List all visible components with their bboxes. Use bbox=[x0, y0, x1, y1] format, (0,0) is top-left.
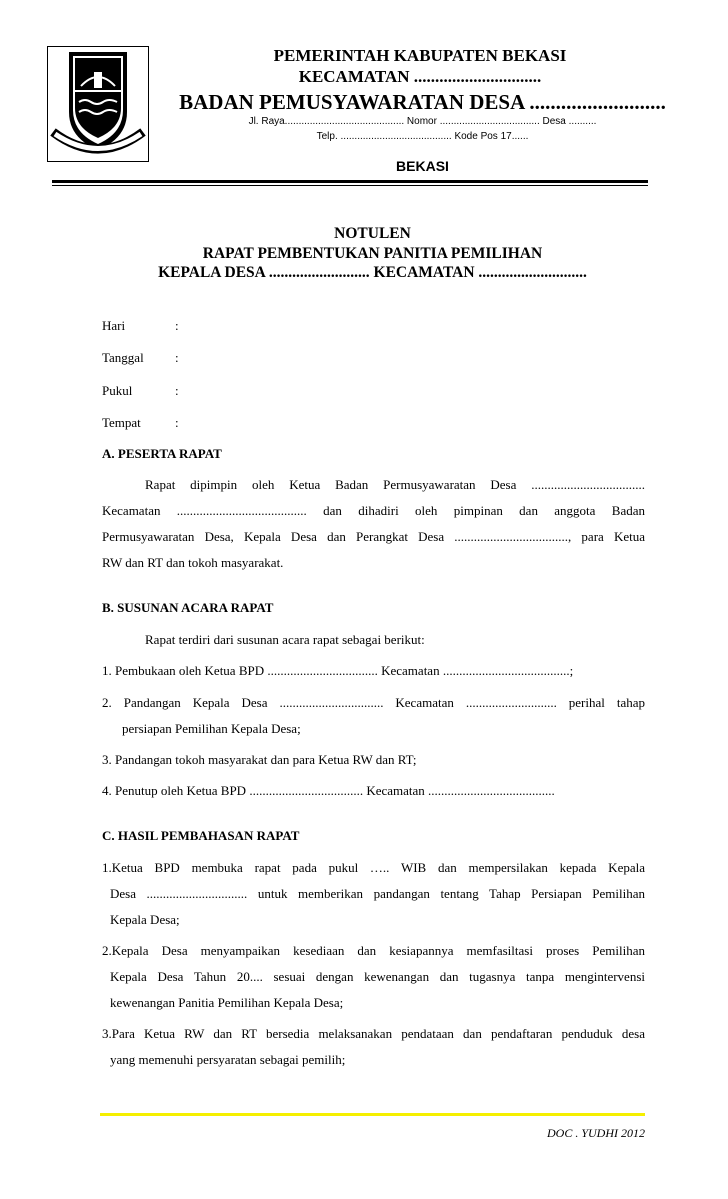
field-label-tempat: Tempat bbox=[102, 415, 141, 430]
section-a-heading: A. PESERTA RAPAT bbox=[102, 446, 222, 461]
header-divider-thin bbox=[52, 185, 648, 186]
section-a-line: Permusyawaratan Desa, Kepala Desa dan Perangkat Desa ..................................., para Ketua bbox=[102, 529, 645, 544]
doc-subtitle-1: RAPAT PEMBENTUKAN PANITIA PEMILIHAN bbox=[202, 245, 543, 262]
header-city: BEKASI bbox=[396, 158, 449, 174]
result-line: yang memenuhi persyaratan sebagai pemilih; bbox=[110, 1052, 346, 1067]
regency-logo-icon bbox=[47, 46, 149, 162]
field-colon: : bbox=[175, 383, 179, 398]
header-line-1: PEMERINTAH KABUPATEN BEKASI bbox=[273, 46, 567, 65]
section-b-intro: Rapat terdiri dari susunan acara rapat sebagai berikut: bbox=[145, 632, 425, 647]
doc-subtitle-2: KEPALA DESA .......................... KECAMATAN ............................ bbox=[158, 264, 587, 281]
field-label-hari: Hari bbox=[102, 318, 126, 333]
section-a-line: Rapat dipimpin oleh Ketua Badan Permusyawaratan Desa ................................... bbox=[145, 477, 645, 492]
section-c-heading: C. HASIL PEMBAHASAN RAPAT bbox=[102, 828, 300, 843]
footer-divider bbox=[100, 1113, 645, 1116]
result-line: kewenangan Panitia Pemilihan Kepala Desa; bbox=[110, 995, 344, 1010]
section-b-heading: B. SUSUNAN ACARA RAPAT bbox=[102, 600, 274, 615]
result-line: Kepala Desa Tahun 20.... sesuai dengan kewenangan dan tugasnya tanpa mengintervensi bbox=[110, 969, 645, 984]
field-colon: : bbox=[175, 318, 179, 333]
agenda-item: 1. Pembukaan oleh Ketua BPD .................................. Kecamatan .......................................; bbox=[102, 663, 574, 678]
doc-title: NOTULEN bbox=[334, 225, 411, 242]
header-address-1: Jl. Raya........................................... Nomor .................................... Desa .......... bbox=[248, 116, 597, 127]
result-line: 3.Para Ketua RW dan RT bersedia melaksanakan pendataan dan pendaftaran penduduk desa bbox=[102, 1026, 645, 1041]
field-label-tanggal: Tanggal bbox=[102, 350, 144, 365]
agenda-item: 2. Pandangan Kepala Desa ................................ Kecamatan ............................ perihal tahap bbox=[102, 695, 645, 710]
result-line: 2.Kepala Desa menyampaikan kesediaan dan kesiapannya memfasiltasi proses Pemilihan bbox=[102, 943, 645, 958]
agenda-item: 3. Pandangan tokoh masyarakat dan para Ketua RW dan RT; bbox=[102, 752, 417, 767]
field-label-pukul: Pukul bbox=[102, 383, 133, 398]
result-line: 1.Ketua BPD membuka rapat pada pukul ….. WIB dan mempersilakan kepada Kepala bbox=[102, 860, 645, 875]
header-line-3: BADAN PEMUSYAWARATAN DESA .......................... bbox=[179, 90, 666, 114]
field-colon: : bbox=[175, 415, 179, 430]
footer-text: DOC . YUDHI 2012 bbox=[546, 1126, 645, 1140]
header-address-2: Telp. ........................................ Kode Pos 17...... bbox=[316, 131, 529, 142]
result-line: Kepala Desa; bbox=[110, 912, 180, 927]
result-line: Desa ............................... untuk memberikan pandangan tentang Tahap Persiapan Pemilihan bbox=[110, 886, 645, 901]
header-line-2: KECAMATAN .............................. bbox=[298, 67, 542, 86]
header-divider bbox=[52, 180, 648, 183]
section-a-line: RW dan RT dan tokoh masyarakat. bbox=[102, 555, 284, 570]
agenda-item: 4. Penutup oleh Ketua BPD ................................... Kecamatan ....................................... bbox=[102, 783, 555, 798]
field-colon: : bbox=[175, 350, 179, 365]
agenda-item-cont: persiapan Pemilihan Kepala Desa; bbox=[122, 721, 301, 736]
section-a-line: Kecamatan ........................................ dan dihadiri oleh pimpinan dan anggota Badan bbox=[102, 503, 645, 518]
